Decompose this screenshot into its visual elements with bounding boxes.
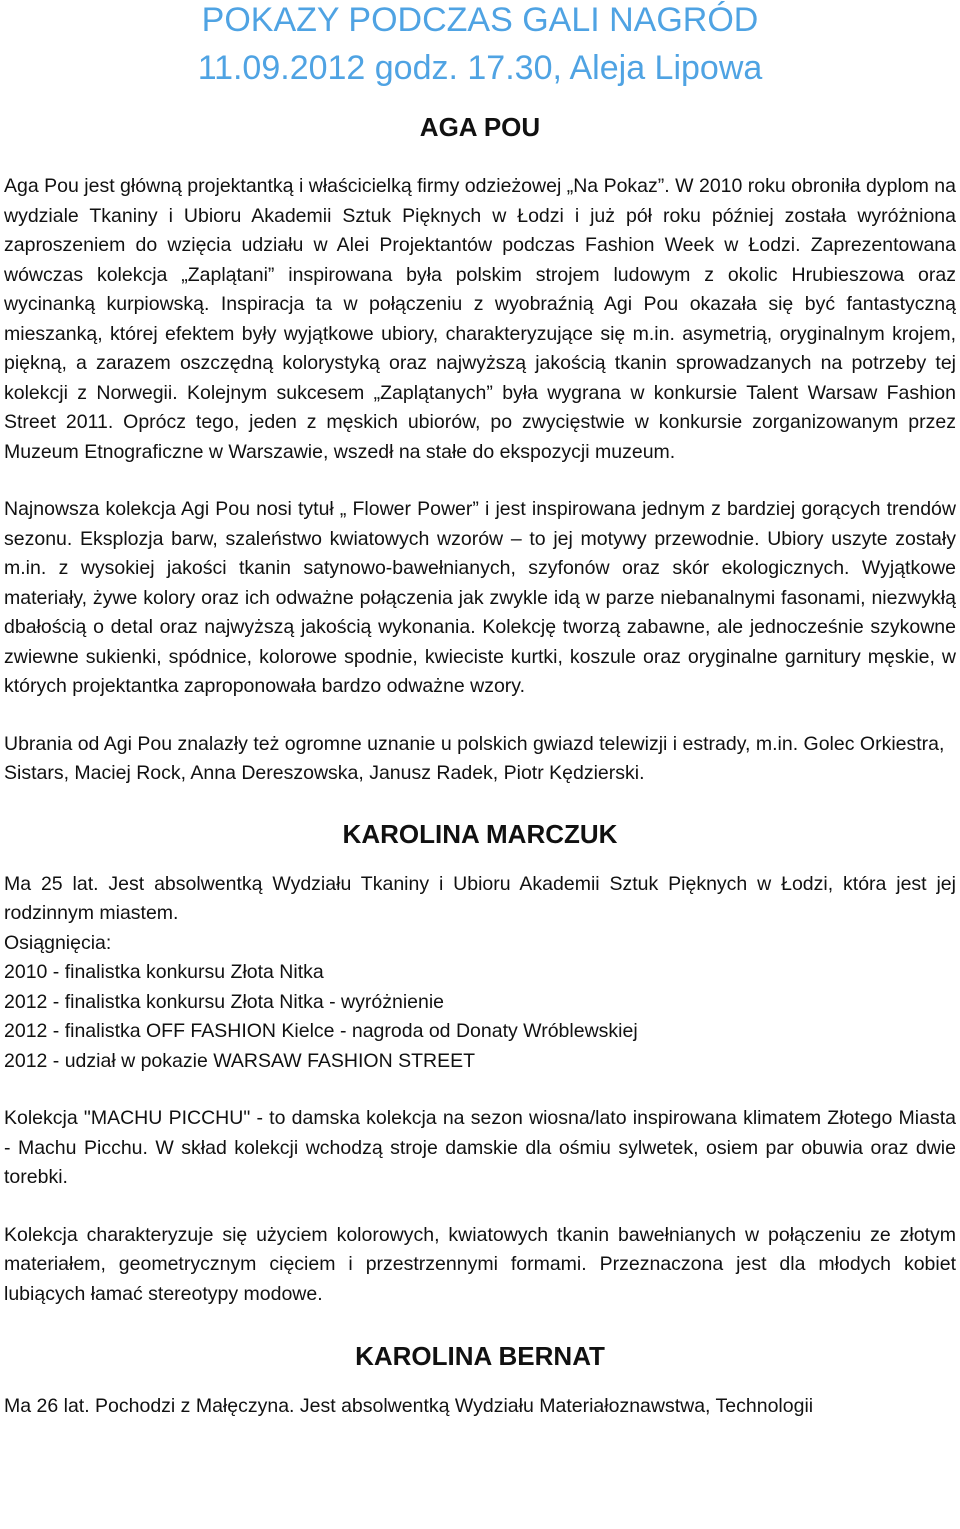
section-heading-karolina-bernat: KAROLINA BERNAT bbox=[355, 1341, 605, 1371]
achievement-item: 2012 - udział w pokazie WARSAW FASHION STREET bbox=[4, 1049, 476, 1072]
marczuk-paragraph-2: Kolekcja charakteryzuje się użyciem kolorowych, kwiatowych tkanin bawełnianych w połączeniu ze złotym materiałem, geometrycznym cięciem i przestrzennymi formami. Przeznaczona jest dla młodych kobiet lubiących łamać stereotypy modowe. bbox=[4, 1223, 956, 1305]
marczuk-intro: Ma 25 lat. Jest absolwentką Wydziału Tkaniny i Ubioru Akademii Sztuk Pięknych w Łodzi, która jest jej rodzinnym miastem. bbox=[4, 872, 956, 924]
achievement-item: 2012 - finalistka konkursu Złota Nitka - wyróżnienie bbox=[4, 990, 445, 1013]
aga-pou-paragraph-3: Ubrania od Agi Pou znalazły też ogromne uznanie u polskich gwiazd telewizji i estrady, m.in. Golec Orkiestra, Sistars, Maciej Rock, Anna Dereszowska, Janusz Radek, Piotr Kędzierski. bbox=[4, 732, 945, 784]
document-title-line-1: POKAZY PODCZAS GALI NAGRÓD bbox=[201, 1, 759, 39]
marczuk-achievements-list bbox=[0, 958, 960, 1076]
marczuk-paragraph-1: Kolekcja "MACHU PICCHU" - to damska kolekcja na sezon wiosna/lato inspirowana klimatem Złotego Miasta - Machu Picchu. W skład kolekcji wchodzą stroje damskie dla ośmiu sylwetek, osiem par obuwia oraz dwie torebki. bbox=[4, 1107, 956, 1188]
aga-pou-paragraph-1: Aga Pou jest główną projektantką i właścicielką firmy odzieżowej „Na Pokaz”. W 2010 roku obroniła dyplom na wydziale Tkaniny i Ubioru Akademii Sztuk Pięknych w Łodzi i już pół roku później została wyróżniona zaproszeniem do wzięcia udziału w Alei Projektantów podczas Fashion Week w Łodzi. Zaprezentowana wówczas kolekcja „Zaplątani” inspirowana była polskim strojem ludowym z okolic Hrubieszowa oraz wycinanką kurpiowską. Inspiracja ta w połączeniu z wyobraźnią Agi Pou okazała się być fantastyczną mieszanką, której efektem były wyjątkowe ubiory, charakteryzujące się m.in. asymetrią, oryginalnym krojem, piękną, a zarazem oszczędną kolorystyką oraz najwyższą jakością tkanin sprowadzanych na potrzeby tej kolekcji z Norwegii. Kolejnym sukcesem „Zaplątanych” była wygrana w konkursie Talent Warsaw Fashion Street 2011. Oprócz tego, jeden z męskich ubiorów, po zwycięstwie w konkursie zorganizowanym przez Muzeum Etnograficzne w Warszawie, wszedł na stałe do ekspozycji muzeum. bbox=[4, 175, 956, 463]
document-title-line-2: 11.09.2012 godz. 17.30, Aleja Lipowa bbox=[197, 49, 763, 87]
bernat-intro: Ma 26 lat. Pochodzi z Małęczyna. Jest absolwentką Wydziału Materiałoznawstwa, Technologii bbox=[4, 1395, 814, 1417]
section-heading-karolina-marczuk: KAROLINA MARCZUK bbox=[342, 818, 618, 849]
aga-pou-paragraph-2: Najnowsza kolekcja Agi Pou nosi tytuł „ Flower Power” i jest inspirowana jednym z bardziej gorących trendów sezonu. Eksplozja barw, szaleństwo kwiatowych wzorów – to jej motywy przewodnie. Ubiory uszyte zostały m.in. z wysokiej jakości tkanin satynowo-bawełnianych, szyfonów oraz skór ekologicznych. Wyjątkowe materiały, żywe kolory oraz ich odważne połączenia jak zwykle idą w parze niebanalnymi fasonami, niezwykłą dbałością o detal oraz najwyższą jakością wykonania. Kolekcję tworzą zabawne, ale jednocześnie szykowne zwiewne sukienki, spódnice, kolorowe spodnie, kwieciste kurtki, koszule oraz oryginalne garnitury męskie, w których projektantka zaproponowała bardzo odważne wzory. bbox=[4, 498, 956, 697]
achievement-item: 2012 - finalistka OFF FASHION Kielce - nagroda od Donaty Wróblewskiej bbox=[4, 1020, 638, 1042]
marczuk-achievements-label: Osiągnięcia: bbox=[4, 931, 112, 954]
section-heading-aga-pou: AGA POU bbox=[419, 112, 541, 142]
achievement-item: 2010 - finalistka konkursu Złota Nitka bbox=[4, 961, 324, 983]
